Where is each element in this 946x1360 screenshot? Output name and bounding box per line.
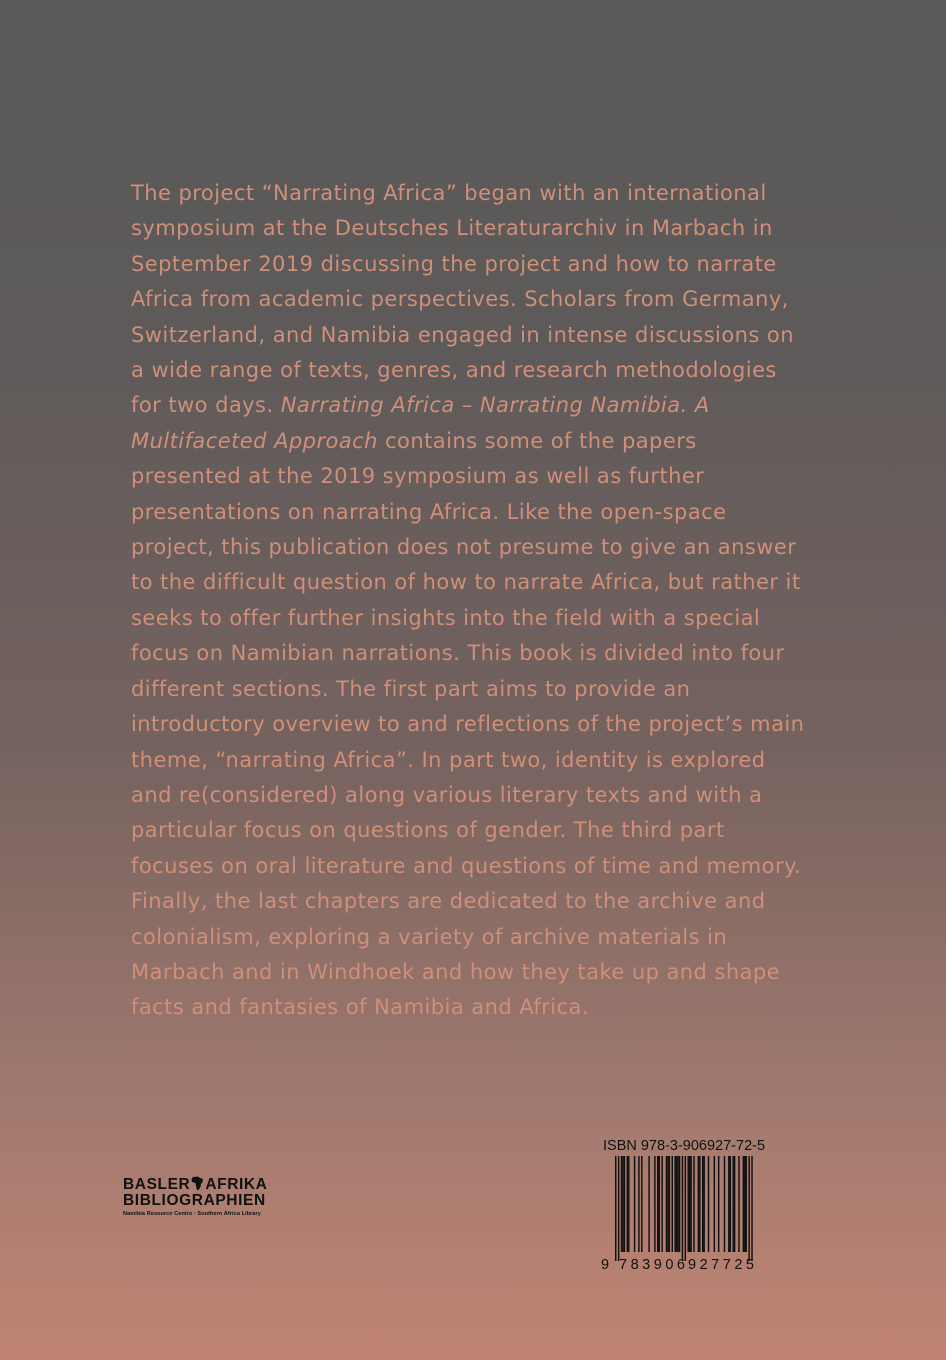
barcode-bar xyxy=(738,1156,739,1252)
barcode-bar xyxy=(674,1156,675,1252)
barcode-bar xyxy=(734,1156,735,1252)
barcode-bar xyxy=(699,1156,700,1252)
isbn-barcode xyxy=(600,1156,770,1276)
barcode-bar xyxy=(730,1156,731,1252)
barcode-bar xyxy=(728,1156,729,1252)
barcode-bar xyxy=(672,1156,673,1252)
barcode-bar xyxy=(708,1156,709,1252)
barcode-bar xyxy=(714,1156,715,1252)
barcode-bar xyxy=(661,1156,662,1252)
barcode-bar xyxy=(641,1156,642,1252)
barcode-bar xyxy=(702,1156,703,1252)
publisher-word-afrika: AFRIKA xyxy=(205,1176,268,1193)
barcode-bar xyxy=(718,1156,719,1252)
barcode-bar xyxy=(693,1156,694,1252)
barcode-bar xyxy=(634,1156,635,1252)
barcode-guard-bar xyxy=(751,1156,752,1261)
barcode-bar xyxy=(698,1156,699,1252)
barcode-digits-left: 783906 xyxy=(619,1257,685,1273)
barcode-bar xyxy=(666,1156,667,1252)
publisher-subtitle: Namibia Resource Centre · Southern Africa Library xyxy=(123,1211,261,1217)
barcode-digits-right: 927725 xyxy=(688,1257,754,1273)
barcode-bar xyxy=(679,1156,680,1252)
barcode-bar xyxy=(622,1156,623,1252)
publisher-name-line xyxy=(123,1176,313,1193)
blurb-body: contains some of the papers presented at the 2019 symposium as well as further presentations on narrating Africa. Like the open-space project, this publication does not presume to give an answer to the difficult question of how to narrate Africa, but rather it seeks to offer further insights into the field with a special focus on Namibian narrations. This book is divided into four different sections. The first part aims to provide an introductory overview to and reflections of the project’s main theme, “narrating Africa”. In part two, identity is explored and re(considered) along various literary texts and with a particular focus on questions of gender. The third part focuses on oral literature and questions of time and memory. Finally, the last chapters are dedicated to the archive and colonialism, exploring a variety of archive materials in Marbach and in Windhoek and how they take up and shape facts and fantasies of Namibia and Africa. xyxy=(131,428,805,1020)
barcode-bar xyxy=(688,1156,689,1252)
barcode-bar xyxy=(657,1156,658,1252)
barcode-bar xyxy=(724,1156,725,1252)
africa-map-icon xyxy=(191,1176,204,1191)
barcode-bar xyxy=(654,1156,655,1252)
barcode-bar xyxy=(648,1156,649,1252)
barcode-bar xyxy=(690,1156,691,1252)
barcode-bar xyxy=(659,1156,660,1252)
barcode-guard-bar xyxy=(615,1156,616,1261)
isbn-label: ISBN 978-3-906927-72-5 xyxy=(603,1138,766,1154)
barcode-bar xyxy=(627,1156,628,1252)
barcode-bar xyxy=(703,1156,704,1252)
barcode-bar xyxy=(624,1156,625,1252)
barcode-guard-bar xyxy=(682,1156,683,1261)
barcode-bar xyxy=(743,1156,744,1252)
publisher-word-bibliographien: BIBLIOGRAPHIEN xyxy=(123,1192,266,1209)
barcode-bar xyxy=(667,1156,668,1252)
barcode-bar xyxy=(732,1156,733,1252)
barcode-bar xyxy=(638,1156,639,1252)
barcode-guard-bar xyxy=(748,1156,749,1261)
barcode-first-digit: 9 xyxy=(601,1257,610,1273)
publisher-word-basler: BASLER xyxy=(123,1176,191,1193)
blurb-intro: The project “Narrating Africa” began with an international symposium at the Deutsches Literaturarchiv in Marbach in September 2019 discussing the project and how to narrate Africa from academic perspectives. Scholars from Germany, Switzerland, and Namibia engaged in intense discussions on a wide range of texts, genres, and research methodologies for two days. xyxy=(131,181,794,418)
blurb-text xyxy=(131,176,811,1026)
barcode-guard-bar xyxy=(685,1156,686,1261)
barcode-bar xyxy=(677,1156,678,1252)
barcode-bar xyxy=(628,1156,629,1252)
barcode-bars xyxy=(615,1156,753,1261)
barcode-guard-bar xyxy=(618,1156,619,1261)
book-title: Narrating Africa – Narrating Namibia. A Multifaceted Approach xyxy=(131,393,710,453)
barcode-bar xyxy=(676,1156,677,1252)
publisher-logo xyxy=(123,1176,313,1217)
barcode-bar xyxy=(669,1156,670,1252)
barcode-bar xyxy=(689,1156,690,1252)
barcode-bar xyxy=(746,1156,747,1252)
barcode-bar xyxy=(744,1156,745,1252)
barcode-bar xyxy=(621,1156,622,1252)
